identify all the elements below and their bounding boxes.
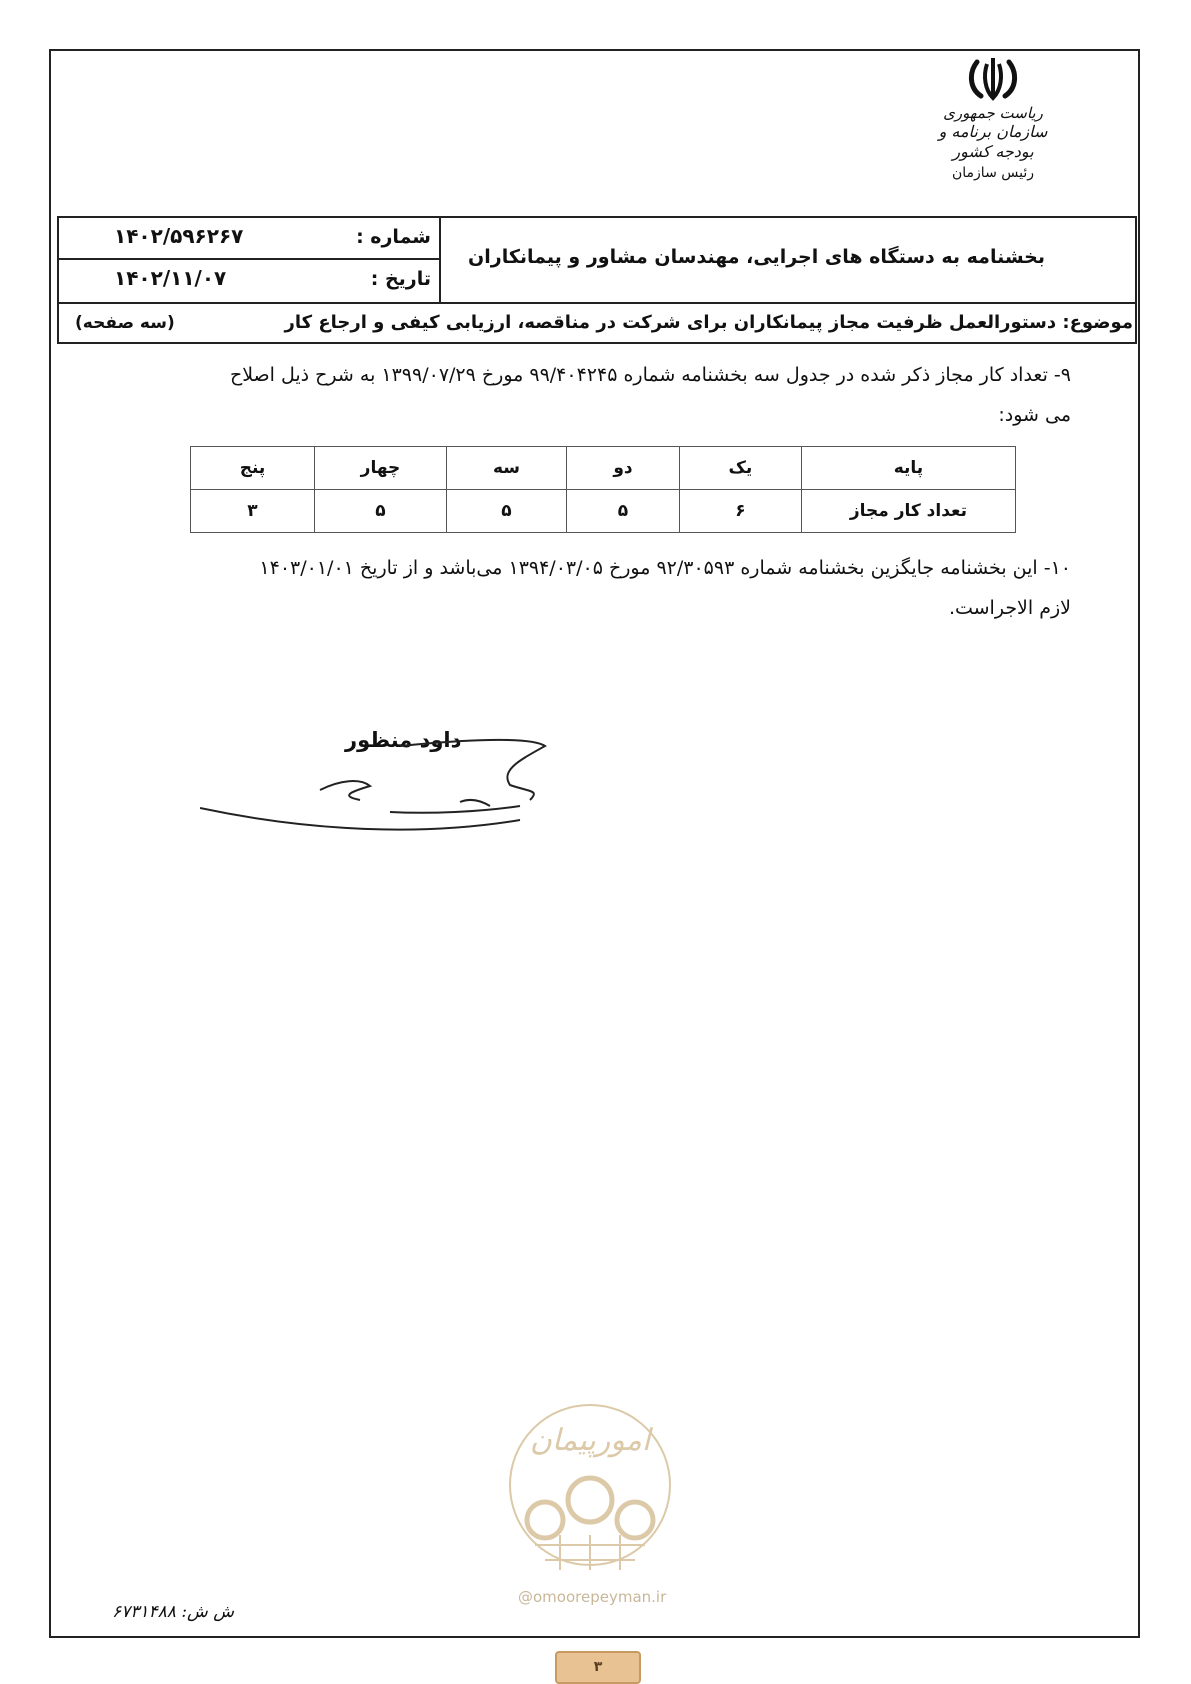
table-header-row [191, 447, 1016, 490]
table-header-cell: چهار [314, 447, 446, 490]
item-9-line-2: می شود: [998, 404, 1071, 426]
letterhead [918, 52, 1068, 212]
item-9-line-1: ۹- تعداد کار مجاز ذکر شده در جدول سه بخشنامه شماره ۹۹/۴۰۴۲۴۵ مورخ ۱۳۹۹/۰۷/۲۹ به شرح ذیل اصلاح [229, 364, 1071, 386]
omoorepeyman-watermark [505, 1395, 675, 1585]
letter-date-value: ۱۴۰۲/۱۱/۰۷ [114, 266, 227, 290]
item-10-line-2: لازم الاجراست. [948, 597, 1071, 619]
org-line-presidency: ریاست جمهوری [943, 104, 1043, 122]
table-cell: ۶ [679, 490, 801, 533]
iran-emblem-icon [967, 56, 1019, 102]
table-cell: ۳ [191, 490, 315, 533]
table-cell: ۵ [314, 490, 446, 533]
org-line-organization: سازمان برنامه و بودجه کشور [938, 122, 1048, 161]
item-10-paragraph [121, 548, 1071, 628]
table-cell: ۵ [446, 490, 566, 533]
letter-recipient: بخشنامه به دستگاه های اجرایی، مهندسان مشاور و پیمانکاران [468, 246, 1045, 268]
item-10-line-1: ۱۰- این بخشنامه جایگزین بخشنامه شماره ۹۲/۳۰۵۹۳ مورخ ۱۳۹۴/۰۳/۰۵ می‌باشد و از تاریخ ۱۴۰۳/۰۱/۰۱ [259, 557, 1071, 579]
letter-header-box [57, 216, 1137, 344]
watermark-url: @omoorepeyman.ir [518, 1588, 667, 1606]
signatory-name: داود منظور [345, 728, 462, 752]
watermark-logo-text: امورپیمان [529, 1423, 651, 1458]
letter-date-label: تاریخ : [370, 268, 431, 290]
letter-page-count: (سه صفحه) [75, 313, 175, 333]
table-header-cell: سه [446, 447, 566, 490]
table-row [191, 490, 1016, 533]
org-line-head: رئیس سازمان [952, 165, 1034, 181]
letter-number-label: شماره : [356, 226, 431, 248]
letter-number-row [59, 218, 439, 260]
table-header-cell: پایه [801, 447, 1015, 490]
table-header-cell: یک [679, 447, 801, 490]
letter-subject: موضوع: دستورالعمل ظرفیت مجاز پیمانکاران برای شرکت در مناقصه، ارزیابی کیفی و ارجاع کار [284, 312, 1133, 333]
item-9-paragraph [121, 355, 1071, 435]
letter-number-value: ۱۴۰۲/۵۹۶۲۶۷ [114, 224, 244, 248]
capacity-table [190, 446, 1016, 533]
registration-number: ش ش: ۶۷۳۱۴۸۸ [112, 1602, 234, 1622]
letter-meta [59, 218, 441, 302]
page-number-badge: ۳ [555, 1651, 641, 1684]
table-header-cell: دو [566, 447, 679, 490]
table-header-cell: پنج [191, 447, 315, 490]
handwritten-signature [200, 730, 550, 850]
letter-subject-row [59, 302, 1135, 342]
table-cell: تعداد کار مجاز [801, 490, 1015, 533]
letter-date-row [59, 260, 439, 302]
table-cell: ۵ [566, 490, 679, 533]
